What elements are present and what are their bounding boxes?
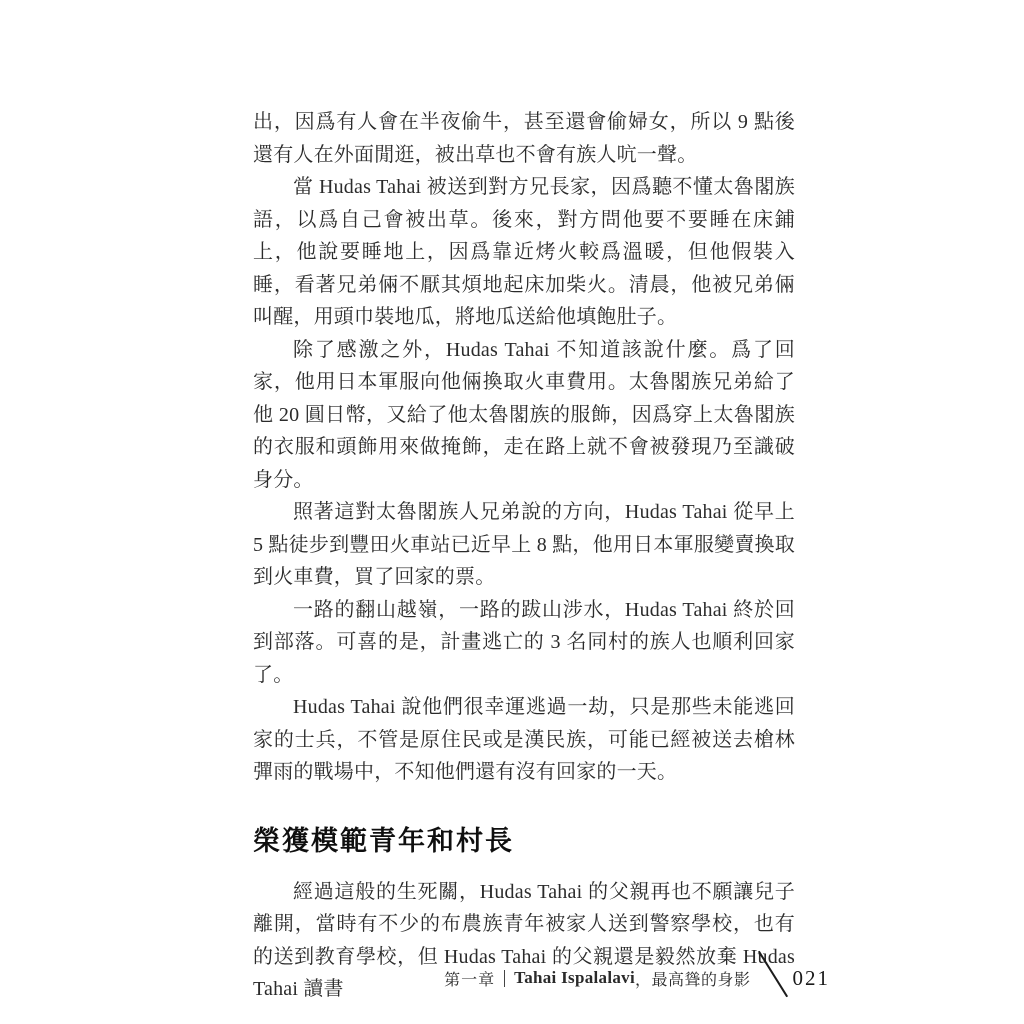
diagonal-divider-line — [757, 951, 787, 998]
chapter-label: 第一章 — [444, 971, 496, 989]
paragraph: 一路的翻山越嶺，一路的跋山涉水，Hudas Tahai 終於回到部落。可喜的是，計畫逃亡的 3 名同村的族人也順利回家了。 — [253, 598, 795, 686]
paragraph: 照著這對太魯閣族人兄弟說的方向，Hudas Tahai 從早上 5 點徒步到豐田火車站已近早上 8 點，他用日本軍服變賣換取到火車費，買了回家的票。 — [253, 501, 795, 588]
section-heading: 榮獲模範青年和村長 — [253, 825, 514, 856]
chapter-title-latin: Tahai Ispalalavi — [514, 968, 635, 987]
chapter-title-cjk: ，最高聳的身影 — [634, 971, 751, 989]
page-number: 021 — [792, 965, 830, 990]
paragraph: Hudas Tahai 說他們很幸運逃過一劫，只是那些未能逃回家的士兵，不管是原住民或是漢民族，可能已經被送去槍林彈雨的戰場中，不知他們還有沒有回家的一天。 — [253, 696, 795, 783]
footer-divider-line — [504, 970, 505, 987]
page-body — [253, 106, 795, 1006]
page-footer — [444, 956, 830, 1000]
paragraph-continuation: 出，因爲有人會在半夜偷牛，甚至還會偷婦女，所以 9 點後還有人在外面閒逛，被出草也不會有族人吭一聲。 — [253, 111, 795, 166]
paragraph: 經過這般的生死關，Hudas Tahai 的父親再也不願讓兒子離開，當時有不少的布農族青年被家人送到警察學校，也有的送到教育學校，但 Hudas Tahai 的父親還是毅然放棄 Hudas Tahai 讀書 — [253, 880, 795, 1000]
paragraph: 當 Hudas Tahai 被送到對方兄長家，因爲聽不懂太魯閣族語，以爲自己會被出草。後來，對方問他要不要睡在床鋪上，他說要睡地上，因爲靠近烤火較爲溫暖，但他假裝入睡，看著兄弟倆不厭其煩地起床加柴火。清晨，他被兄弟倆叫醒，用頭巾裝地瓜，將地瓜送給他填飽肚子。 — [253, 176, 795, 328]
paragraph: 除了感激之外，Hudas Tahai 不知道該說什麼。爲了回家，他用日本軍服向他倆換取火車費用。太魯閣族兄弟給了他 20 圓日幣，又給了他太魯閣族的服飾，因爲穿上太魯閣族的衣服和頭飾用來做掩飾，走在路上就不會被發現乃至識破身分。 — [253, 338, 795, 491]
